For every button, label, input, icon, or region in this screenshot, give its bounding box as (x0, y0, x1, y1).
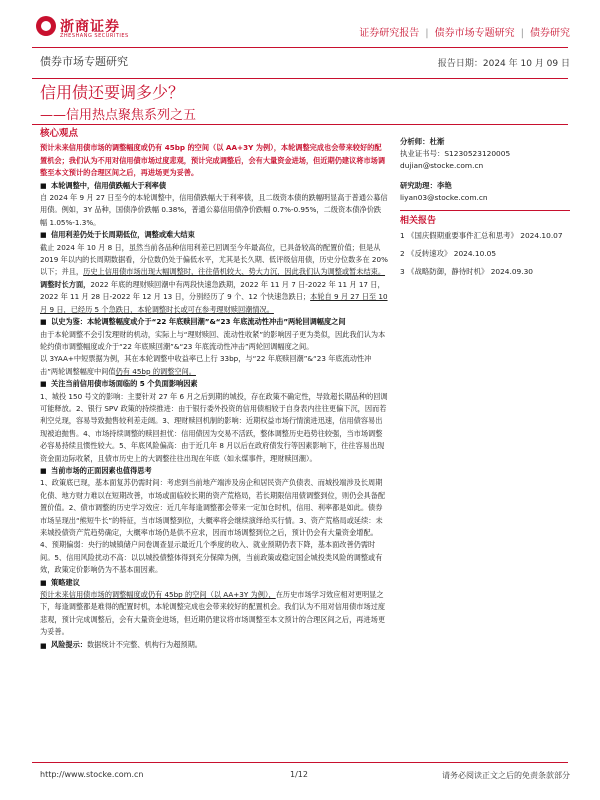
paragraph: 由于本轮调整不会引发理财的机动，实际上与“理财赎回、流动性收紧”的影响因子更为类似，因此我们认为本轮约债市调整幅度或介于“22 年底赎回潮”&“23 年底流动性冲击”两轮回调幅度之间。 (40, 329, 386, 351)
summary: 预计未来信用债市场的调整幅度或仍有 45bp 的空间（以 AA+3Y 为例），本轮调整完成也会带来较好的配置机会；我们认为不用对信用债市场过度悲观，预计完成调整后，会有大量资金进场，但近期仍建议将市场调整至本文预计的合理区间之后，再进场更为妥善。 (40, 143, 386, 178)
page-title: 信用债还要调多少？ (40, 83, 185, 102)
paragraph: 1、政策底已现，基本面复苏仍需时间：考虑到当前地产端涉及房企和居民资产负债表、而城投端涉及长周期化债、地方财力难以在短期改善，市场或面临较长期的资产荒格局，若长期限信用债调整到位，则仍会具备配置价值。2、债市调整的历史学习效应：近几年每逢调整都会带来一定加仓时机，信用、利率都是如此。债券市场呈现出“熊短牛长”的特征，当市场调整到位，大概率将会继续演绎给买行情。3、资产荒格局或延续：未来城投债资产荒趋势确定，大概率市场仍是供不应求，因而市场调整到位之后，预计仍会有大量资金增配。4、预期偏弱：央行的城镇储户问卷调查显示最近几个季度的收入、就业预期仍表下降，基本面改善仍需时间。5、信用风险扰动不高：以以城投债整体得到充分保障为例，当前政策或稳定国企城投类风险的调整或有效，政策定价影响仍为不基本面因素。 (40, 478, 386, 575)
bullet-heading: ■ 风险提示： (40, 640, 87, 649)
series-nav: 证券研究报告 | 债券市场专题研究 | 债券研究 (359, 28, 570, 39)
company-logo-icon (36, 16, 56, 36)
related-report-item[interactable]: 3 《战略防御，静待时机》 2024.09.30 (400, 267, 534, 276)
paragraph (40, 639, 388, 651)
related-reports-list (400, 229, 570, 279)
series-nav-item: 债券市场专题研究 (434, 28, 515, 39)
company-name-en: ZHESHANG SECURITIES (60, 33, 129, 39)
paragraph-text: 2022 年底的理财赎回潮中有两段快速急跌期，2022 年 11 月 7 日-2022 年 11 月 17 日，2022 年 11 月 28 日-2022 年 12 月 13 日，分别经历了 9 个、12 个快速急跌日； (40, 279, 385, 302)
series-nav-item: 债券研究 (530, 28, 570, 39)
bullet-heading: ■ 关注当前信用债市场面临的 5 个负面影响因素 (40, 378, 388, 390)
related-report-item[interactable]: 1 《国庆假期重要事件汇总和思考》 2024.10.07 (400, 231, 563, 240)
footer-url[interactable]: http://www.stocke.com.cn (40, 770, 144, 779)
related-reports-heading: 相关报告 (400, 210, 570, 227)
assistant-name: 研究助理：李艳 (400, 181, 452, 190)
main-content (40, 128, 388, 651)
paragraph-text: 以 3YAA+中短票据为例，其在本轮调整中收益率已上行 33bp，与“22 年底赎回潮”&“23 年底流动性冲击”两轮调整幅度中间值 (40, 354, 372, 376)
core-heading: 核心观点 (40, 128, 79, 139)
page-number: 1/12 (290, 770, 308, 779)
subheader-divider (32, 78, 568, 79)
series-nav-item: 证券研究报告 (359, 28, 420, 39)
bullet-heading: ■ 策略建议 (40, 577, 388, 589)
company-name: 浙商证券 (60, 19, 120, 35)
sidebar (400, 136, 570, 283)
underlined-text: 本轮自 9 月 27 日至 10 月 9 日，已经历 5 个急跌日，本轮调整时长或可在参考理财赎回潮情况。 (40, 292, 388, 314)
paragraph (40, 589, 388, 639)
paragraph (40, 242, 388, 279)
license-number: 执业证书号：S1230523120005 (400, 149, 511, 158)
footer-divider (32, 762, 568, 763)
header-divider (32, 47, 568, 48)
analyst-name: 分析师：杜渐 (400, 137, 445, 146)
paragraph: 自 2024 年 9 月 27 日至今的本轮调整中，信用债跌幅大于利率债，且二级资本债的跌幅明显高于普通公募信用债。例如，3Y 品种，国债净价跌幅 0.38%，普通公募信用债净价跌幅 0.7%-0.95%，二级资本债净价跌幅 1.05%-1.3%。 (40, 193, 388, 227)
footer-disclaimer: 请务必阅读正文之后的免责条款部分 (442, 771, 570, 780)
analyst-email: dujian@stocke.com.cn (400, 161, 484, 170)
paragraph-text: 在历史市场学习效应相对更明显之下，每逢调整都是难得的配置时机，本轮调整完成也会带来较好的配置机会。我们认为不用对信用债市场过度悲观，预计完成调整后，会有大量资金进场，但近期仍建议将市场调整至本文预计的合理区间之后，再进场更为妥善。 (40, 590, 386, 637)
page-subtitle: ——信用热点聚焦系列之五 (40, 108, 197, 123)
bullet-heading: ■ 信用利差仍处于长周期低位，调整或难大结束 (40, 229, 388, 241)
underlined-text: 预计未来信用债市场的调整幅度或仍有 45bp 的空间（以 AA+3Y 为例）， (40, 590, 276, 600)
bullet-heading: ■ 本轮调整中，信用债跌幅大于利率债 (40, 180, 388, 192)
bullet-heading: ■ 当前市场的正面因素也值得思考 (40, 465, 388, 477)
paragraph (40, 279, 388, 316)
bullet-heading: ■ 以史为鉴：本轮调整幅度或介于“22 年底赎回潮”&“23 年底流动性冲击”两轮回调幅度之间 (40, 316, 388, 328)
title-divider (32, 124, 568, 125)
underlined-text: 仍有 45bp 的调整空间。 (115, 366, 196, 376)
inline-label: 调整时长方面， (40, 279, 91, 289)
underlined-text: 历史上信用债市场出现大幅调整时，往往借机较大、势大力沉，因此我们认为调整或暂未结束。 (83, 267, 386, 277)
related-report-item[interactable]: 2 《反转速攻》 2024.10.05 (400, 249, 497, 258)
paragraph: 1、城投 150 号文的影响：主要针对 27 年 6 月之后到期的城投，存在政策不确定性，导致超长期品种的回调可能释放。2、银行 SPV 政策的持续推进：由于银行委外投资的信用债相较于自身表内往往更偏下沉，因而若利空兑现，容易导致抛售较利差走阔。3、理财赎回机制的影响：近期权益市场行情演进迅速，信用债容易出现被迫抛售。4、市场持续调整的赎回担忧：信用债因为交易不活跃，整体调整历史趋势往较强，当市场调整必容易持续且惯性较大。5、年底风险偏高：由于近几年 8 月以后在政府债发行等因素影响下，往往容易出现资金面边际收紧，且债市历史上的大调整往往出现在年底（如永煤事件，理财赎回潮）。 (40, 391, 388, 463)
report-type: 债券市场专题研究 (40, 55, 128, 68)
paragraph-text: 截止 2024 年 10 月 8 日，虽然当前各品种信用利差已回调至今年最高位，已具备较高的配置价值；但是从 2019 年以内的长周期数据看，分位数仍处于偏低水平，尤其是长久期、低评级信用债，历史分位数多在 20%以下；并且， (40, 242, 388, 277)
assistant-email: liyan03@stocke.com.cn (400, 193, 488, 202)
report-date: 报告日期：2024 年 10 月 09 日 (437, 59, 570, 69)
paragraph (40, 353, 388, 378)
paragraph-text: 数据统计不完整、机构行为超预期。 (86, 639, 202, 649)
